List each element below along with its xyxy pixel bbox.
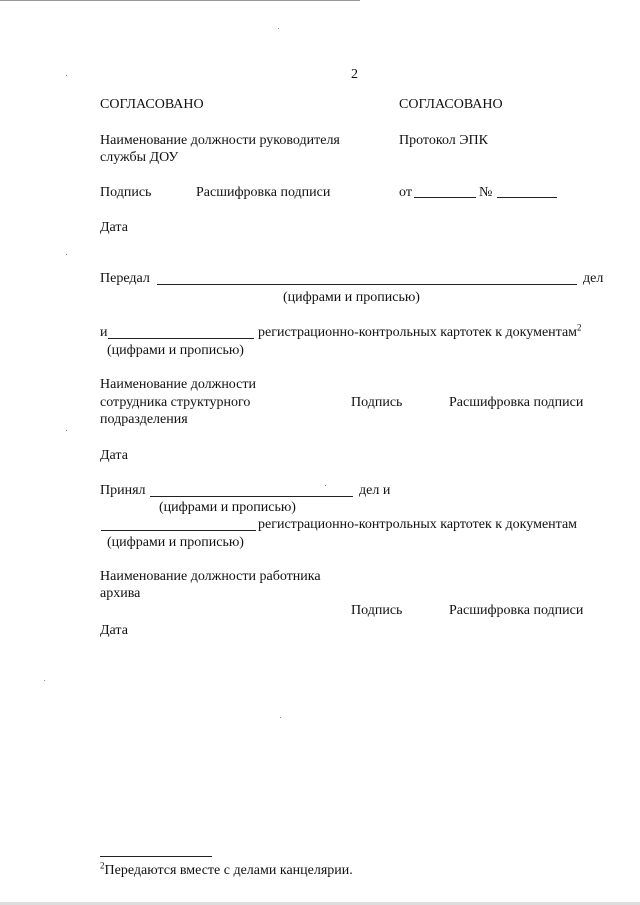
transfer-employee-1: Наименование должности: [100, 377, 256, 392]
transfer-signature-decode: Расшифровка подписи: [449, 395, 584, 410]
scan-speck: [280, 717, 281, 718]
scan-speck: [278, 28, 279, 29]
transfer-cards-text: [258, 324, 582, 341]
received-archive-2: архива: [100, 586, 141, 601]
transfer-cards-line[interactable]: [108, 338, 254, 339]
received-cases-suffix: дел и: [359, 483, 391, 498]
approval-left-position-1: Наименование должности руководителя: [100, 133, 340, 148]
transfer-cards-text-label: регистрационно-контрольных картотек к документам: [258, 325, 578, 340]
received-cards-line[interactable]: [101, 530, 256, 531]
scan-edge-top: [0, 0, 360, 1]
approval-right-from-label: от: [399, 185, 412, 200]
scan-speck: [325, 485, 326, 486]
transfer-caption-2: (цифрами и прописью): [107, 343, 244, 358]
scan-speck: [66, 430, 67, 431]
page-number: 2: [351, 67, 358, 82]
received-cases-line[interactable]: [150, 496, 353, 497]
approval-right-number-label: №: [479, 185, 493, 200]
scan-speck: [66, 75, 67, 76]
received-cards-text: регистрационно-контрольных картотек к документам: [258, 517, 578, 532]
transfer-caption: (цифрами и прописью): [283, 290, 420, 305]
footnote: [100, 862, 353, 879]
received-signature: Подпись: [351, 603, 403, 618]
approval-left-title: СОГЛАСОВАНО: [100, 97, 204, 112]
transfer-employee-2: сотрудника структурного: [100, 395, 251, 410]
received-label: Принял: [100, 483, 146, 498]
transfer-cases-suffix: дел: [583, 271, 604, 286]
received-caption-2: (цифрами и прописью): [107, 535, 244, 550]
approval-left-signature: Подпись: [100, 185, 152, 200]
received-caption: (цифрами и прописью): [159, 500, 296, 515]
transfer-signature: Подпись: [351, 395, 403, 410]
footnote-separator: [100, 856, 212, 857]
footnote-text: Передаются вместе с делами канцелярии.: [104, 863, 353, 878]
received-archive-1: Наименование должности работника: [100, 569, 321, 584]
approval-left-date: Дата: [100, 220, 128, 235]
approval-right-title: СОГЛАСОВАНО: [399, 97, 503, 112]
approval-left-position-2: службы ДОУ: [100, 150, 179, 165]
approval-left-signature-decode: Расшифровка подписи: [196, 185, 331, 200]
transfer-and-label: и: [100, 325, 108, 340]
scan-speck: [66, 254, 67, 255]
received-signature-decode: Расшифровка подписи: [449, 603, 584, 618]
received-date: Дата: [100, 623, 128, 638]
approval-right-protocol: Протокол ЭПК: [399, 133, 488, 148]
transfer-cases-line[interactable]: [157, 284, 577, 285]
protocol-date-line[interactable]: [414, 197, 476, 198]
footnote-mark: 2: [100, 860, 105, 871]
transfer-employee-3: подразделения: [100, 412, 188, 427]
footnote-reference[interactable]: 2: [577, 322, 582, 333]
scan-speck: [44, 680, 45, 681]
protocol-number-line[interactable]: [497, 197, 557, 198]
transfer-date: Дата: [100, 448, 128, 463]
transfer-label: Передал: [100, 271, 150, 286]
